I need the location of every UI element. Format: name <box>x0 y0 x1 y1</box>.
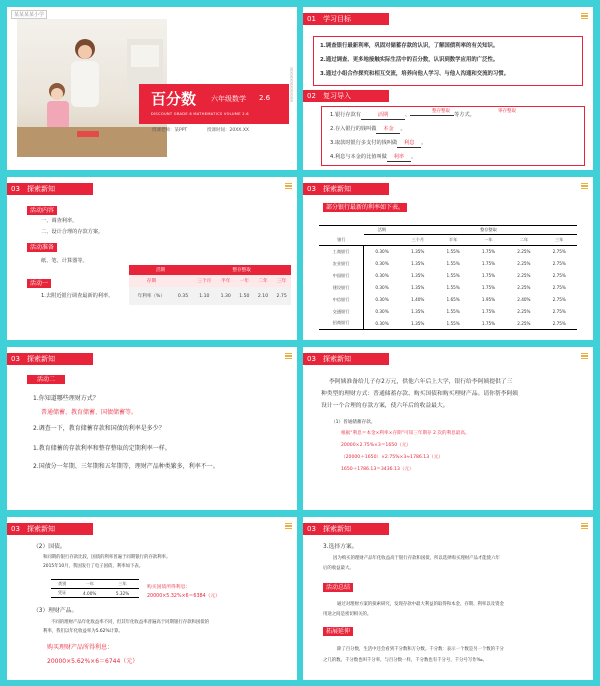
section-header-2 <box>303 90 389 102</box>
cell: 半年 <box>221 279 231 284</box>
cell: 1.35% <box>411 320 425 326</box>
table-row <box>319 246 577 258</box>
tag-summary: 活动总结 <box>323 583 353 592</box>
bond-table <box>51 579 139 598</box>
school-label: 某某某某小学 <box>11 10 47 19</box>
cell: 1.35% <box>411 309 425 314</box>
review-box <box>321 106 585 166</box>
cell: 0.30% <box>375 297 389 302</box>
slide-summary[interactable] <box>303 517 593 680</box>
th-fixed: 整存整取 <box>400 226 577 235</box>
section-title: 探索新知 <box>27 185 55 193</box>
cell: 三年 <box>118 581 127 586</box>
section-title: 学习目标 <box>323 15 351 23</box>
review-q3: 3.取款时银行多支付的钱叫做 利息 。 <box>330 140 427 146</box>
menu-icon[interactable] <box>285 353 292 359</box>
cell: 一年 <box>484 237 493 242</box>
cell: 年利率（%） <box>137 294 166 299</box>
answer-1: 活期 <box>377 112 389 118</box>
cell: 2.25% <box>517 309 531 314</box>
cell <box>174 275 193 287</box>
solution-line-2: 20000×2.75%×3＝1650（元） <box>341 443 411 448</box>
product-heading: （3）理财产品。 <box>33 608 78 614</box>
section-title: 探索新知 <box>27 525 55 533</box>
cover-side-text: 某某某某某某某某某某 <box>290 67 294 102</box>
review-q2: 2.存入银行的钱叫做 本金 。 <box>330 126 406 132</box>
slide-activity-one[interactable] <box>7 177 297 340</box>
cell: 0.30% <box>375 273 389 278</box>
section-header <box>303 183 389 195</box>
slide-learning-goals[interactable] <box>303 7 593 170</box>
cell: 2.75 <box>276 293 287 299</box>
answer-1: 普通储蓄、教育储蓄、国债储蓄等。 <box>41 409 138 416</box>
review-q1: 1.银行存款有 活期 、 等方式。 <box>330 112 475 118</box>
cover-meta-right: 授课时间：20XX.XX <box>207 128 249 133</box>
cell <box>319 226 364 235</box>
goals-box <box>313 36 583 86</box>
cell: 2.25% <box>517 261 531 266</box>
cell: 1.55% <box>446 320 460 326</box>
cell: 三个月 <box>411 237 425 242</box>
summary-line-2: 用途之间是密切相关的。 <box>323 612 372 617</box>
table-row <box>319 294 577 306</box>
cell: 1.55% <box>446 273 460 278</box>
cell: 1.30 <box>220 293 231 299</box>
cell: 三年 <box>555 237 564 242</box>
section-header <box>303 353 389 365</box>
cover-title: 百分数 <box>151 90 197 108</box>
bond-interest-label: 购买国债所得利息： <box>147 585 191 590</box>
menu-icon[interactable] <box>581 183 588 189</box>
slide-cover[interactable] <box>7 7 297 170</box>
cell: 一年 <box>85 581 94 586</box>
review-q4: 4.利息与本金的比值叫做 利率 。 <box>330 154 417 160</box>
cell: 1.55% <box>446 285 460 290</box>
cell: 交通银行 <box>319 306 364 318</box>
cover-title-box <box>139 84 289 124</box>
section-number: 03 <box>11 355 20 363</box>
table-row <box>319 282 577 294</box>
cell: 招商银行 <box>319 318 364 330</box>
banner: 部分银行最新的利率如下表。 <box>323 203 407 212</box>
menu-icon[interactable] <box>581 353 588 359</box>
answer-4: 本金 <box>383 126 394 132</box>
cell: 二年 <box>519 237 529 242</box>
cover-meta-left: 授课老师：某PPT <box>152 128 188 133</box>
section-number-2: 02 <box>307 92 316 100</box>
cell: 1.35% <box>411 273 425 278</box>
bond-interest-calc: 20000×5.32%×6＝6384（元） <box>147 594 220 599</box>
cover-grade: 六年级数学 <box>211 95 246 103</box>
cell: 2.75% <box>552 273 566 278</box>
cell: 2.25% <box>517 249 531 255</box>
problem-line-3: 设计一个合理的存款方案，使六年后的收益最大。 <box>321 403 449 409</box>
solution-line-4: 1650＋1786.13＝3436.13（元） <box>341 467 414 472</box>
bond-line-2: 2015年10月，我国发行了电子国债，利率如下表。 <box>43 564 144 569</box>
cell: 1.95% <box>481 297 496 302</box>
menu-icon[interactable] <box>285 523 292 529</box>
table-row <box>319 270 577 282</box>
section-title: 探索新知 <box>27 355 55 363</box>
product-line-2: 利率，我们以年化收益率为5.62%计算。 <box>43 629 123 634</box>
slide-bank-rates[interactable] <box>303 177 593 340</box>
cell: 0.30% <box>375 261 389 266</box>
cell: 1.35% <box>411 249 425 255</box>
goal-2: 2.通过调查、更多地接触实际生活中的百分数，认识到数学应用的广泛性。 <box>320 57 499 63</box>
cell: 中信银行 <box>319 294 364 306</box>
cell: 2.75% <box>552 285 566 290</box>
cell: 凭证 <box>57 590 67 595</box>
tag-extension: 拓展延伸 <box>323 627 353 636</box>
section-title: 探索新知 <box>323 525 351 533</box>
section-header <box>303 13 389 25</box>
solution-line-1: 根据“利息＝本金×利率×存期”可知三年期存 2 次的利息最高。 <box>341 431 470 436</box>
section-title-2: 复习导入 <box>323 92 351 100</box>
cell: 2.10 <box>257 293 269 299</box>
product-line-1: 不同的理财产品年化收益率不同，但其年化收益率普遍高于同期银行存款和国债的 <box>51 620 210 625</box>
cell: 农业银行 <box>319 258 364 270</box>
answer-6: 利率 <box>393 154 405 160</box>
cell: 1.75% <box>481 309 496 314</box>
cell: 三年 <box>277 279 287 284</box>
tag-activity-two: 活动二 <box>27 375 65 384</box>
cell: 1.65% <box>446 297 460 302</box>
cell: 二年 <box>258 279 268 284</box>
content-line-2: 二、设计合理的存款方案。 <box>41 229 104 235</box>
cell: 1.75% <box>481 261 496 266</box>
question-2: 2.调查一下，教育储蓄存款和国债的利率是多少？ <box>33 425 165 432</box>
section-number: 01 <box>307 15 316 23</box>
cover-subtitle: DISCOUNT GRADE 6 MATHEMATICS VOLUME 2.6 <box>151 112 249 116</box>
bank-rate-table <box>319 225 577 330</box>
answer-5: 利息 <box>404 140 415 146</box>
table-row <box>319 258 577 270</box>
cell: 0.30% <box>375 249 389 255</box>
th-current: 活期 <box>156 268 166 273</box>
tag-activity-content: 活动内容 <box>27 206 57 215</box>
cell: 工商银行 <box>319 246 364 258</box>
menu-icon[interactable] <box>581 523 588 529</box>
cell: 1.35% <box>411 261 425 266</box>
cell: 三个月 <box>197 279 212 284</box>
answer-2: 整存整取 <box>432 109 450 114</box>
cell: 1.55% <box>446 261 460 266</box>
cell: 4.00% <box>83 590 97 596</box>
cell: 1.35% <box>411 285 425 290</box>
tag-activity-prep: 活动准备 <box>27 243 57 252</box>
cell: 2.40% <box>517 297 531 302</box>
section-number: 03 <box>307 355 316 363</box>
goal-1: 1.调查银行最新利率，巩固对储蓄存款的认识，了解国债利率的有关知识。 <box>320 43 499 49</box>
section-header <box>7 353 93 365</box>
slide-bonds-products[interactable] <box>7 517 297 680</box>
section-number: 03 <box>11 525 20 533</box>
cell: 0.30% <box>375 320 389 326</box>
cell: 2.75% <box>552 249 566 255</box>
cover-unit: 2.6 <box>259 94 271 102</box>
table-row <box>319 306 577 318</box>
choose-line-1: 因为购买的理财产品年化收益高于银行存款和国债，所以选择购买理财产品才能使六年 <box>333 556 500 561</box>
cell: 一年 <box>239 279 249 284</box>
cell: 类别 <box>57 581 67 586</box>
subheading: （1）普通储蓄存款。 <box>331 420 376 425</box>
cell: 1.10 <box>199 293 210 299</box>
cell: 1.75% <box>481 273 496 278</box>
cell <box>364 235 401 246</box>
problem-line-1: 李阿姨准备给儿子存2万元，供他六年后上大学，银行给李阿姨提供了三 <box>329 379 513 385</box>
menu-icon[interactable] <box>285 183 292 189</box>
cell: 1.75% <box>481 285 496 290</box>
cell: 存期 <box>146 279 156 284</box>
cell: 0.30% <box>375 285 389 290</box>
tag-activity-one: 活动一 <box>27 279 51 288</box>
cell: 2.25% <box>517 285 531 290</box>
extension-line-2: 之几的数。千分数也叫千分率，与百分数一样，千分数也有千分号，千分号写作‰。 <box>323 658 487 663</box>
bond-line-1: 和同期的银行存款比较，国债的利率普遍于同期银行的存款利率。 <box>43 555 171 560</box>
section-number: 03 <box>307 525 316 533</box>
cell: 半年 <box>448 237 458 242</box>
answer-2: 1.教育储蓄的存款利率和整存整取的定期利率一样。 <box>33 445 171 452</box>
section-title: 探索新知 <box>323 185 351 193</box>
bond-heading: （2）国债。 <box>33 544 66 550</box>
prep-line: 纸、笔、计算器等。 <box>41 258 88 264</box>
cell: 1.55% <box>446 249 460 255</box>
th-current: 活期 <box>364 226 401 235</box>
cell: 中国银行 <box>319 270 364 282</box>
section-header <box>7 183 93 195</box>
activity-one-line: 1.去附近银行调查最新的利率。 <box>41 293 114 299</box>
product-interest-label: 购买理财产品所得利息： <box>47 644 114 651</box>
answer-3: 零存整取 <box>498 109 516 114</box>
cell: 2.25% <box>517 273 531 278</box>
cell: 2.25% <box>517 320 531 326</box>
extension-line-1: 除了百分数，生活中还会看到千分数和万分数。千分数：表示一个数是另一个数的千分 <box>337 647 504 652</box>
problem-line-2: 种类型的理财方式：普通储蓄存款、购买国债和购买理财产品。请你帮李阿姨 <box>321 391 519 397</box>
product-interest-calc: 20000×5.62%×6＝6744（元） <box>47 658 139 665</box>
content-line-1: 一、调查利率。 <box>41 218 78 224</box>
cell: 0.30% <box>375 309 389 314</box>
menu-icon[interactable] <box>581 13 588 19</box>
goal-3: 3.通过小组合作探究和相互交流，培养向他人学习、与他人沟通和交流的习惯。 <box>320 71 510 77</box>
cell: 2.75% <box>552 309 566 314</box>
section-number: 03 <box>11 185 20 193</box>
cell: 建设银行 <box>319 282 364 294</box>
slide-activity-two[interactable] <box>7 347 297 510</box>
section-number: 03 <box>307 185 316 193</box>
section-header <box>303 523 389 535</box>
question-1: 1.你知道哪些理财方式？ <box>33 395 99 402</box>
cell: 1.55% <box>446 309 460 314</box>
th-fixed: 整存整取 <box>232 268 251 273</box>
section-header <box>7 523 93 535</box>
cell: 银行 <box>337 236 346 242</box>
cell: 1.75% <box>481 249 496 255</box>
solution-line-3: （20000＋1650）×2.75%×3≈1786.13（元） <box>341 455 443 460</box>
cell: 0.35 <box>177 293 189 299</box>
answer-3: 2.国债分一年期、三年期和五年期等，理财产品种类繁多，利率不一。 <box>33 463 219 470</box>
cell: 5.32% <box>115 590 130 596</box>
table-row <box>319 318 577 330</box>
section-title: 探索新知 <box>323 355 351 363</box>
slide-savings-plan[interactable] <box>303 347 593 510</box>
choose-heading: 3.选择方案。 <box>323 544 358 550</box>
cell: 1.50 <box>239 293 250 299</box>
cell: 2.75% <box>552 320 566 326</box>
cell: 2.75% <box>552 261 566 266</box>
summary-line-1: 通过对理财方案的探索研究，发现存款中最大利益的取得和本金、存期、利率以及资金 <box>337 602 504 607</box>
rate-table <box>129 265 291 305</box>
choose-line-2: 后的收益最大。 <box>323 566 354 571</box>
cell: 1.75% <box>481 320 496 326</box>
cell: 1.40% <box>411 297 425 302</box>
cell: 2.75% <box>552 297 566 302</box>
